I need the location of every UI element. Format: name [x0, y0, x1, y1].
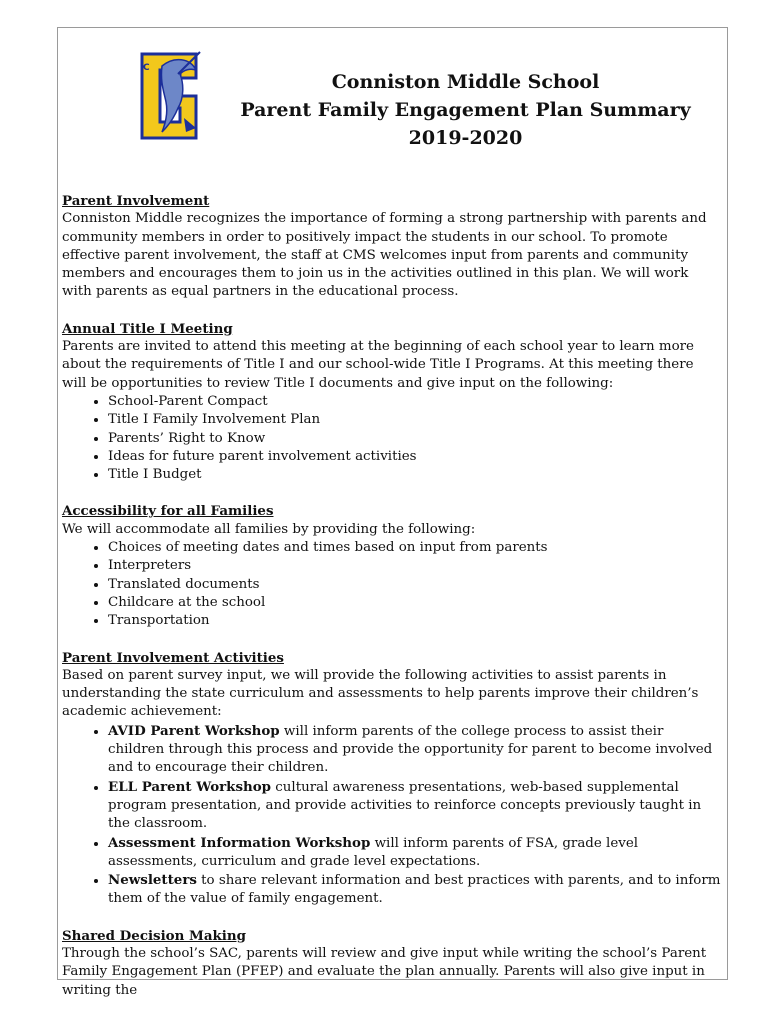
school-name: Conniston Middle School [331, 71, 600, 93]
list-item: • School-Parent Compact [108, 393, 722, 411]
section-body: Based on parent survey input, we will provide the following activities to assist parents in understanding the state curriculum and assessments to help parents improve their children’s academic achievement: [62, 667, 699, 720]
list-item: • Title I Budget [108, 466, 722, 484]
list-item: • Parents’ Right to Know [108, 430, 722, 448]
section-body: Parents are invited to attend this meeting at the beginning of each school year to learn more about the requirements of Title I and our school-wide Title I Programs. At this meeting there will be opportunities to review Title I documents and give input on the following: [62, 339, 694, 391]
list-item: • Interpreters [108, 557, 722, 575]
school-year: 2019-2020 [408, 127, 523, 149]
document-page [57, 27, 728, 998]
list-item [108, 871, 722, 909]
document-body [62, 192, 722, 1018]
logo-letter: C [143, 63, 150, 73]
list-item [108, 778, 722, 834]
section-parent-involvement [62, 192, 722, 302]
section-body: Conniston Middle recognizes the importance of forming a strong partnership with parents and community members in order to positively impact the students in our school. To promote effective parent involvement, the staff at CMS welcomes input from parents and community members and encourages them to join us in the activities outlined in this plan. We will work with parents as equal partners in the educational process. [62, 211, 707, 300]
school-logo-icon [134, 48, 204, 144]
section-annual-meeting [62, 320, 722, 485]
section-activities [62, 649, 722, 909]
document-title-block [208, 68, 723, 152]
bullet-list [62, 722, 722, 909]
bullet-list [62, 539, 722, 630]
section-heading: Parent Involvement Activities [62, 649, 284, 666]
section-heading: Parent Involvement [62, 193, 210, 209]
list-item: • Transportation [108, 612, 722, 630]
section-accessibility [62, 502, 722, 630]
list-item: • Translated documents [108, 576, 722, 594]
section-body: We will accommodate all families by providing the following: [62, 521, 476, 537]
list-item: • Title I Family Involvement Plan [108, 411, 722, 429]
list-item [108, 834, 722, 872]
section-heading: Accessibility for all Families [62, 503, 274, 520]
activity-name: Assessment Information Workshop [108, 834, 371, 851]
section-heading: Annual Title I Meeting [62, 320, 233, 337]
activity-name: Newsletters [108, 872, 197, 889]
list-item: • Childcare at the school [108, 594, 722, 612]
list-item [108, 722, 722, 778]
activity-description: to share relevant information and best practices with parents, and to inform them of the value of family engagement. [108, 873, 721, 907]
activity-name: ELL Parent Workshop [108, 778, 272, 795]
list-item: • Choices of meeting dates and times based on input from parents [108, 539, 722, 557]
activity-name: AVID Parent Workshop [108, 722, 280, 739]
activity-description: will inform parents of FSA, grade level assessments, curriculum and grade level expectations. [108, 835, 639, 869]
list-item: • Ideas for future parent involvement activities [108, 448, 722, 466]
document-title: Parent Family Engagement Plan Summary [240, 99, 691, 121]
section-body: Through the school’s SAC, parents will review and give input while writing the school’s Parent Family Engagement Plan (PFEP) and evaluate the plan annually. Parents will also give input in writing the [62, 945, 707, 998]
section-heading: Shared Decision Making [62, 927, 246, 944]
activity-description: will inform parents of the college process to assist their children through this process and provide the opportunity for parent to become involved and to encourage their children. [108, 723, 713, 776]
section-shared-decision [62, 927, 722, 1000]
activity-description: cultural awareness presentations, web-based supplemental program presentation, and provide activities to reinforce concepts previously taught in the classroom. [108, 779, 702, 832]
bullet-list [62, 393, 722, 484]
